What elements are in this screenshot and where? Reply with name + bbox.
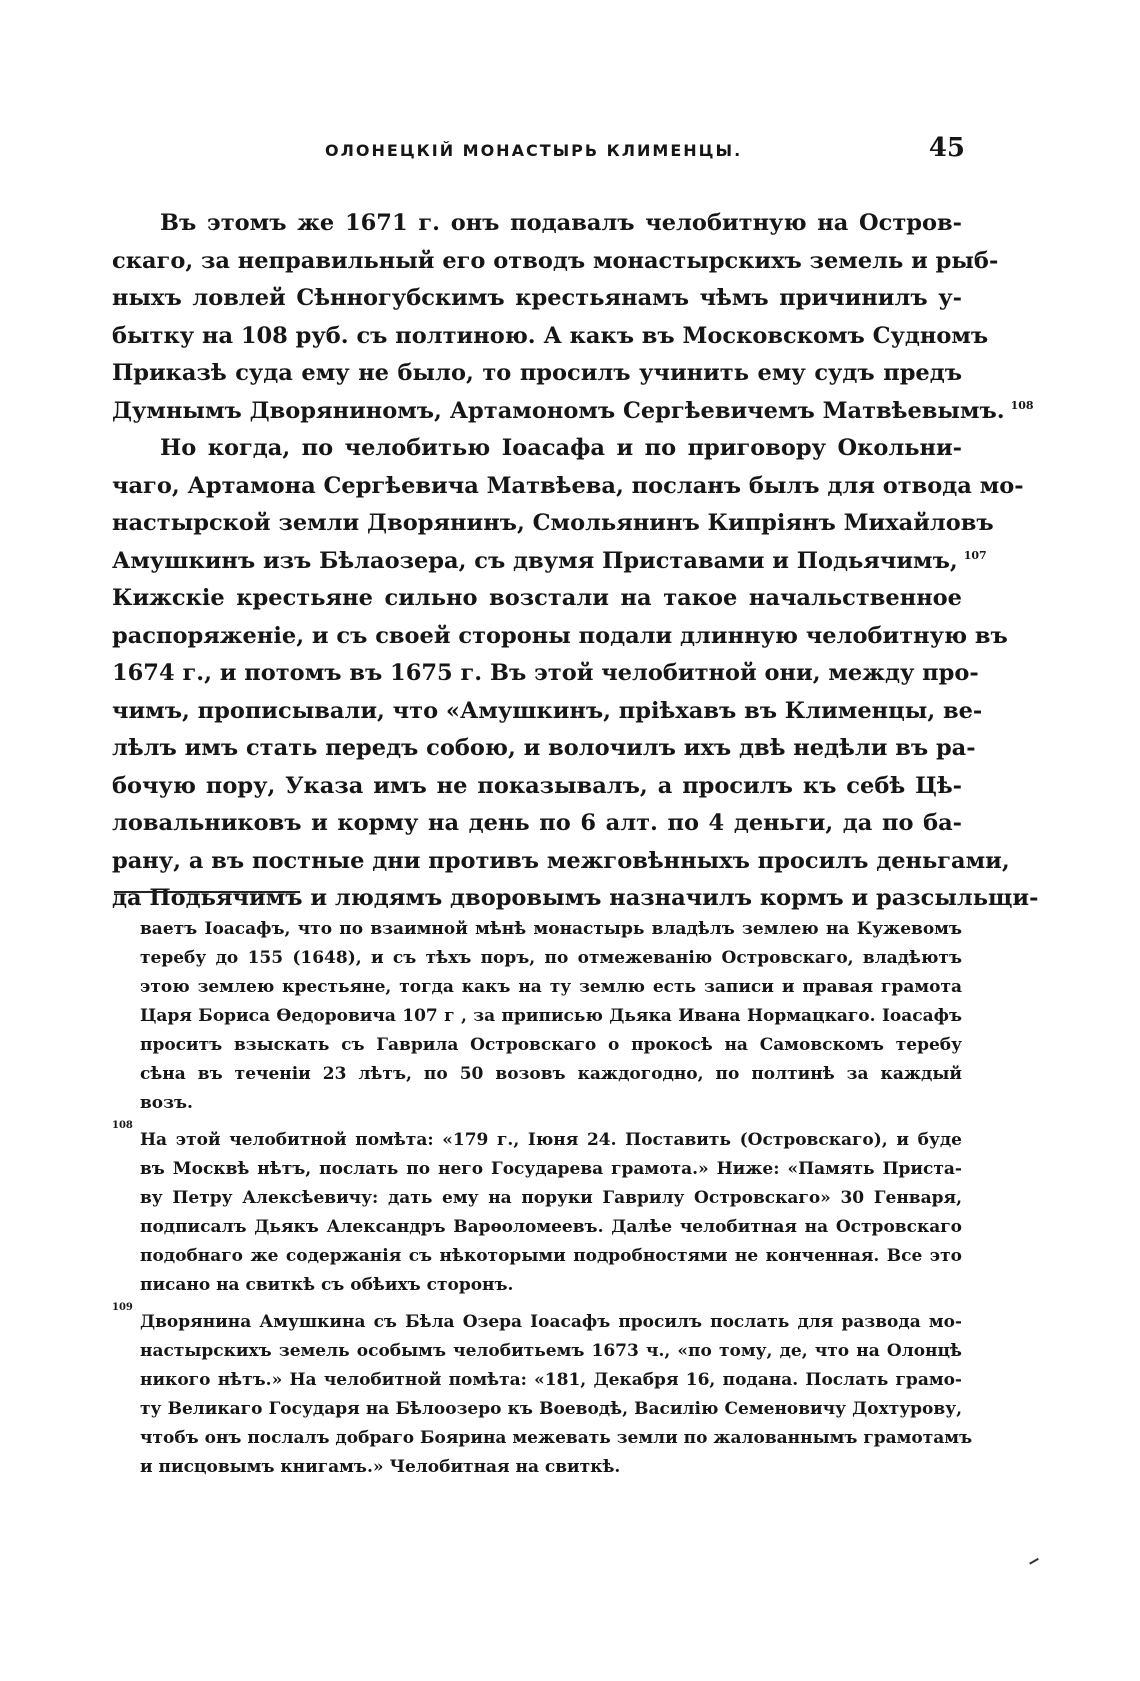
text-line-with-ref [112,543,987,581]
text-line: лѣлъ имъ стать передъ собою, и волочилъ ихъ двѣ недѣли въ ра- [112,735,976,761]
footnotes [112,915,973,1482]
text-line: бочую пору, Указа имъ не показывалъ, а просилъ къ себѣ Цѣ- [112,772,962,799]
footnote-text: Дворянина Амушкина съ Бѣла Озера Іоасафъ просилъ послать для развода мо- [140,1312,962,1332]
footnote-continued [112,915,962,1118]
text-line: да Подьячимъ и людямъ дворовымъ назначилъ кормъ и разсыльщи- [112,885,1039,911]
footnote-line: подобнаго же содержанія съ нѣкоторыми подробностями не конченная. Все это [140,1246,962,1266]
text-line: 1674 г., и потомъ въ 1675 г. Въ этой челобитной они, между про- [112,660,979,686]
footnote-line: никого нѣтъ.» На челобитной помѣта: «181, Декабря 16, подана. Послать грамо- [140,1370,962,1390]
footnote-ref-107: 107 [963,549,987,562]
text-line: чимъ, прописывали, что «Амушкинъ, пріѣхавъ въ Клименцы, ве- [112,697,983,724]
scan-speck [1029,1558,1041,1568]
text-line-with-ref [112,393,1034,431]
footnote-line: въ Москвѣ нѣтъ, послать по него Государева грамота.» Ниже: «Память Приста- [140,1159,962,1179]
text-line: Приказѣ суда ему не было, то просилъ учинить ему судъ предъ [112,360,962,386]
footnote-line: сѣна въ теченіи 23 лѣтъ, по 50 возовъ каждогодно, по полтинѣ за каждый [140,1064,962,1084]
text-line: ныхъ ловлей Сѣнногубскимъ крестьянамъ чѣмъ причинилъ у- [112,285,962,311]
footnote-line: писано на свиткѣ съ обѣихъ сторонъ. [140,1275,514,1295]
text-line: Думнымъ Дворяниномъ, Артамономъ Сергѣевичемъ Матвѣевымъ. [112,397,1005,424]
text-line: Но когда, по челобитью Іоасафа и по приговору Окольни- [160,435,962,461]
running-header [325,133,965,173]
footnote-line: возъ. [140,1093,193,1113]
footnote-line: ту Великаго Государя на Бѣлоозеро къ Воеводѣ, Василію Семеновичу Дохтурову, [140,1399,962,1419]
text-line: рану, а въ постные дни противъ межговѣнныхъ просилъ деньгами, [112,847,1010,874]
footnote-line: 109 Дворянина Амушкина съ Бѣла Озера Іоасафъ просилъ послать для развода мо- [112,1302,962,1332]
footnote-line: 108 На этой челобитной помѣта: «179 г., Іюня 24. Поставить (Островскаго), и буде [112,1120,962,1150]
text-line: скаго, за неправильный его отводъ монастырскихъ земель и рыб- [112,247,999,274]
footnote-ref-108: 108 [1010,399,1034,412]
footnote-divider [114,891,300,893]
footnote-line: чтобъ онъ послалъ добраго Боярина межевать земли по жалованнымъ грамотамъ [140,1428,973,1448]
footnote-line: настырскихъ земель особымъ челобитьемъ 1673 ч., «по тому, де, что на Олонцѣ [140,1341,962,1361]
footnote-109 [112,1302,973,1482]
footnote-line: Царя Бориса Ѳедоровича 107 г , за приписью Дьяка Ивана Нормацкаго. Іоасафъ [140,1006,962,1026]
footnote-line: ваетъ Іоасафъ, что по взаимной мѣнѣ монастырь владѣлъ землею на Кужевомъ [140,919,962,939]
footnote-line: теребу до 155 (1648), и съ тѣхъ поръ, по отмежеванію Островскаго, владѣютъ [140,948,962,968]
footnote-line: подписалъ Дьякъ Александръ Варѳоломеевъ. Далѣе челобитная на Островскаго [140,1217,962,1237]
text-line: чаго, Артамона Сергѣевича Матвѣева, посланъ былъ для отвода мо- [112,472,1024,499]
text-line: бытку на 108 руб. съ полтиною. А какъ въ Московскомъ Судномъ [112,322,989,349]
text-line: настырской земли Дворянинъ, Смольянинъ Кипріянъ Михайловъ [112,510,994,536]
footnote-line: этою землею крестьяне, тогда какъ на ту землю есть записи и правая грамота [140,977,962,997]
page-number: 45 [928,133,965,163]
text-line: ловальниковъ и корму на день по 6 алт. по 4 деньги, да по ба- [112,810,962,836]
text-line: Кижскіе крестьяне сильно возстали на такое начальственное [112,585,962,611]
footnote-108 [112,1120,962,1300]
text-line: Въ этомъ же 1671 г. онъ подавалъ челобитную на Остров- [160,210,962,236]
text-line: распоряженіе, и съ своей стороны подали длинную челобитную въ [112,622,1008,649]
footnote-line: ву Петру Алексѣевичу: дать ему на поруки Гаврилу Островскаго» 30 Генваря, [140,1188,962,1208]
main-text [112,205,1039,918]
running-title: ОЛОНЕЦКІЙ МОНАСТЫРЬ КЛИМЕНЦЫ. [325,141,743,160]
footnote-text: На этой челобитной помѣта: «179 г., Іюня 24. Поставить (Островскаго), и буде [140,1130,962,1150]
text-line: Амушкинъ изъ Бѣлаозера, съ двумя Приставами и Подьячимъ, [112,547,958,574]
footnote-line: проситъ взыскать съ Гаврила Островскаго о прокосѣ на Самовскомъ теребу [140,1035,962,1055]
footnote-line: и писцовымъ книгамъ.» Челобитная на свиткѣ. [140,1457,621,1477]
